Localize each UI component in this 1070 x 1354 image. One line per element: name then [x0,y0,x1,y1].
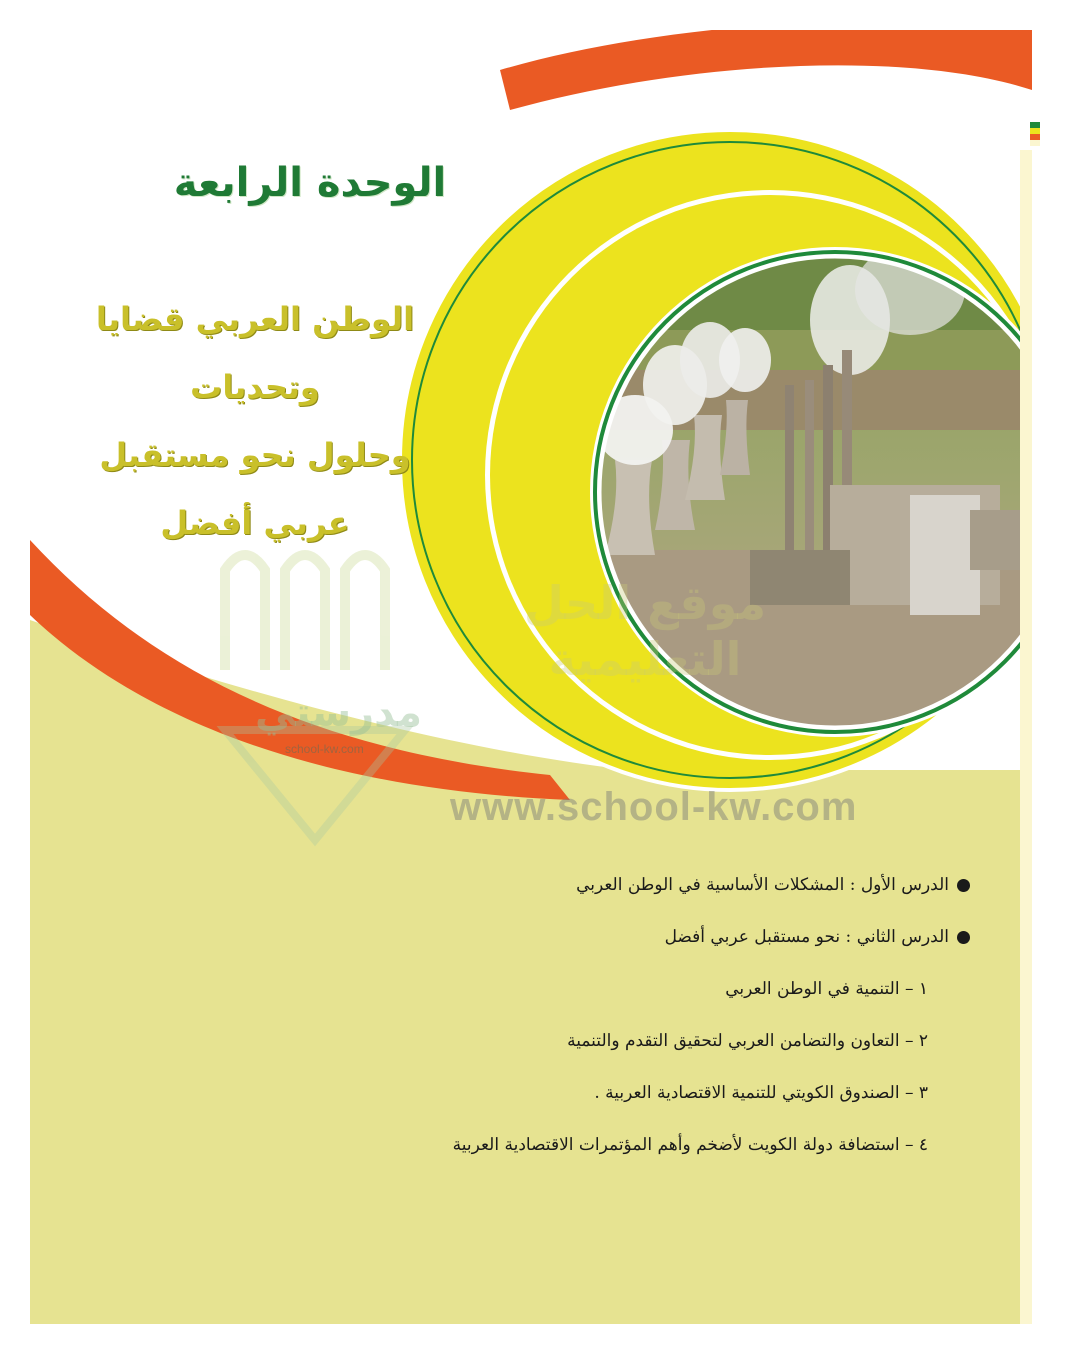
topic-item: ٢ – التعاون والتضامن العربي لتحقيق التقدم والتنمية [567,1031,928,1051]
unit-title: الوحدة الرابعة [173,160,447,206]
topic-item: ٤ – استضافة دولة الكويت لأضخم وأهم المؤتمرات الاقتصادية العربية [452,1135,928,1155]
bullet-icon [957,931,970,944]
color-marks [1030,122,1040,146]
subtitle-line-2: وتحديات [190,368,320,406]
orange-arc-top [500,30,1032,110]
bullet-icon [957,879,970,892]
watermark-name: مدرستي [255,690,423,736]
watermark-arabic: موقع الحل التعليمية [523,576,767,686]
lesson-item: الدرس الأول : المشكلات الأساسية في الوطن العربي [360,870,970,922]
subtitle-line-4: عربي أفضل [160,504,350,542]
subtitle-line-3: وحلول نحو مستقبل [99,436,411,474]
right-edge-strip [1020,150,1032,1324]
lessons-list [360,870,970,1182]
topic-item: ٣ – الصندوق الكويتي للتنمية الاقتصادية العربية . [594,1083,928,1103]
watermark-small: school-kw.com [285,742,364,756]
topic-item: ١ – التنمية في الوطن العربي [725,979,928,999]
subtitle-line-1: الوطن العربي قضايا [95,300,415,338]
unit-subtitle [90,285,420,557]
watermark-url: www.school-kw.com [450,785,858,829]
lesson-item: الدرس الثاني : نحو مستقبل عربي أفضل [360,922,970,974]
page [30,30,1032,1324]
